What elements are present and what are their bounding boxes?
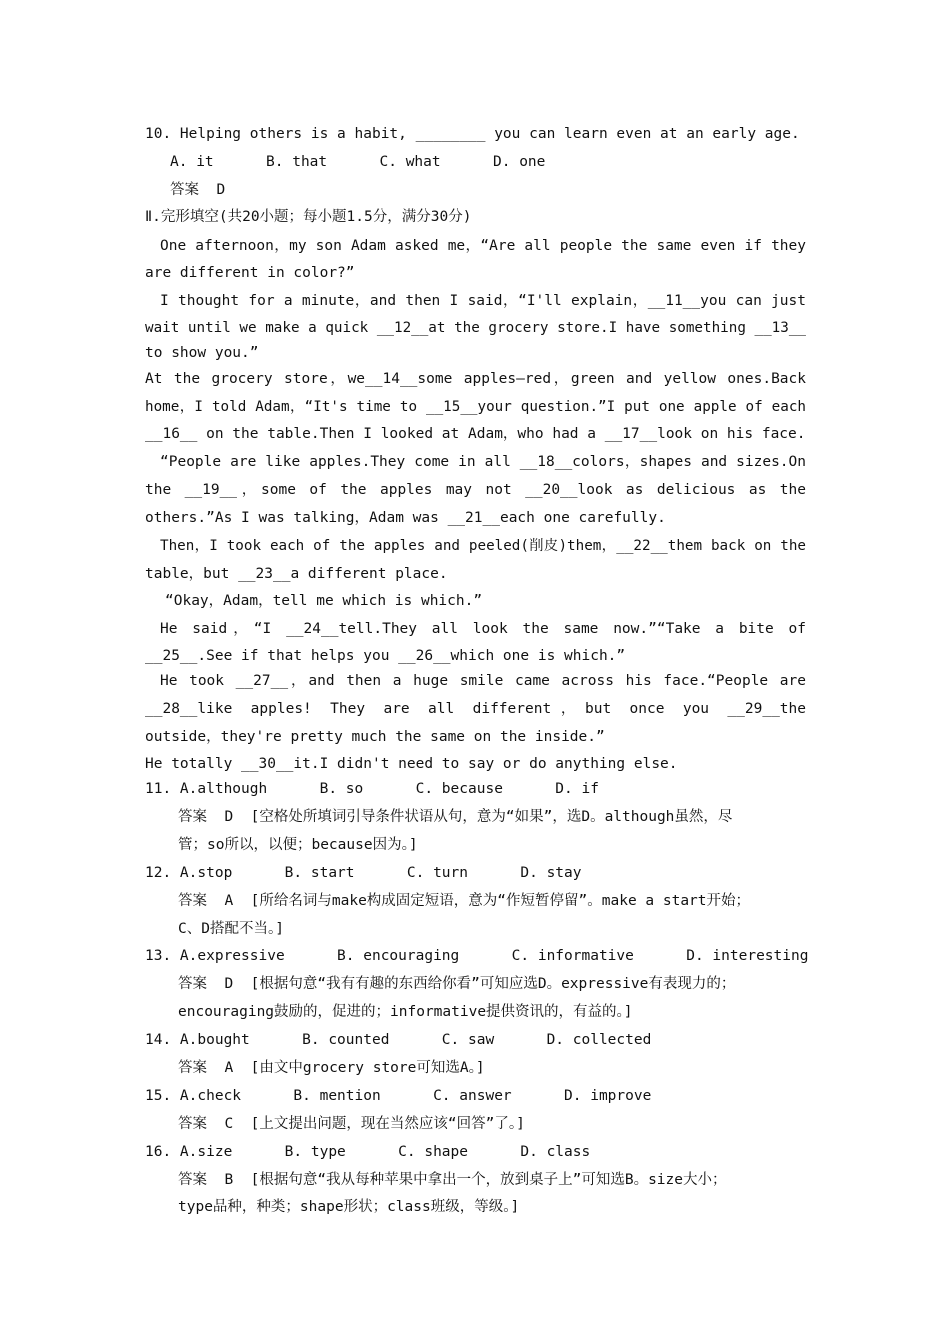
answer-explanation: 答案 B [根据句意“我从每种苹果中拿出一个，放到桌子上”可知选B。size大小； <box>178 1172 727 1188</box>
passage-line: He totally __30__it.I didn't need to say or do anything else. <box>145 756 678 772</box>
passage-line: the __19__，some of the apples may not __20__look as delicious as the <box>145 482 806 498</box>
passage-line: wait until we make a quick __12__at the grocery store.I have something __13__ <box>145 320 806 336</box>
passage-line: “People are like apples.They come in all __18__colors，shapes and sizes.On <box>160 454 806 470</box>
passage-line: are different in color?” <box>145 265 355 281</box>
question-options: 11. A.although B. so C. because D. if <box>145 781 599 797</box>
question-options: 15. A.check B. mention C. answer D. improve <box>145 1088 652 1104</box>
passage-line: outside，they're pretty much the same on the inside.” <box>145 729 605 745</box>
answer-explanation: 答案 A [由文中grocery store可知选A。] <box>178 1060 485 1076</box>
answer-explanation: 答案 C [上文提出问题，现在当然应该“回答”了。] <box>178 1116 525 1132</box>
passage-line: “Okay，Adam，tell me which is which.” <box>165 593 483 609</box>
section-heading: Ⅱ.完形填空(共20小题；每小题1.5分，满分30分) <box>145 209 472 225</box>
answer-explanation: type品种，种类；shape形状；class班级，等级。] <box>178 1199 520 1215</box>
passage-line: __16__ on the table.Then I looked at Adam，who had a __17__look on his face. <box>145 426 806 442</box>
passage-line: home，I told Adam，“It's time to __15__your question.”I put one apple of each <box>145 399 806 415</box>
answer-explanation: C、D搭配不当。] <box>178 921 284 937</box>
passage-line: Then，I took each of the apples and peeled(削皮)them，__22__them back on the <box>160 538 806 554</box>
question-10-stem: 10. Helping others is a habit, ________ you can learn even at an early age. <box>145 126 800 142</box>
answer-explanation: 答案 D [根据句意“我有有趣的东西给你看”可知应选D。expressive有表现力的； <box>178 976 736 992</box>
passage-line: others.”As I was talking，Adam was __21__each one carefully. <box>145 510 666 526</box>
passage-line: to show you.” <box>145 345 259 361</box>
passage-line: At the grocery store，we__14__some apples—red，green and yellow ones.Back <box>145 371 806 387</box>
answer-explanation: 答案 D [空格处所填词引导条件状语从句，意为“如果”，选D。although虽然，尽 <box>178 809 733 825</box>
answer-explanation: encouraging鼓励的，促进的；informative提供资讯的，有益的。] <box>178 1004 633 1020</box>
passage-line: table，but __23__a different place. <box>145 566 448 582</box>
passage-line: He took __27__，and then a huge smile came across his face.“People are <box>160 673 806 689</box>
passage-line: __28__like apples! They are all different，but once you __29__the <box>145 701 806 717</box>
passage-line: I thought for a minute，and then I said，“I'll explain，__11__you can just <box>160 293 806 309</box>
question-options: 16. A.size B. type C. shape D. class <box>145 1144 591 1160</box>
answer-explanation: 答案 A [所给名词与make构成固定短语，意为“作短暂停留”。make a start开始； <box>178 893 751 909</box>
question-10-options: A. it B. that C. what D. one <box>170 154 546 170</box>
question-10-answer: 答案 D <box>170 182 226 198</box>
passage-line: One afternoon，my son Adam asked me，“Are all people the same even if they <box>160 238 806 254</box>
question-options: 13. A.expressive B. encouraging C. informative D. interesting <box>145 948 809 964</box>
passage-line: __25__.See if that helps you __26__which one is which.” <box>145 648 626 664</box>
question-options: 14. A.bought B. counted C. saw D. collected <box>145 1032 652 1048</box>
passage-line: He said，“I __24__tell.They all look the same now.”“Take a bite of <box>160 621 806 637</box>
answer-explanation: 管；so所以，以便；because因为。] <box>178 837 418 853</box>
question-options: 12. A.stop B. start C. turn D. stay <box>145 865 582 881</box>
